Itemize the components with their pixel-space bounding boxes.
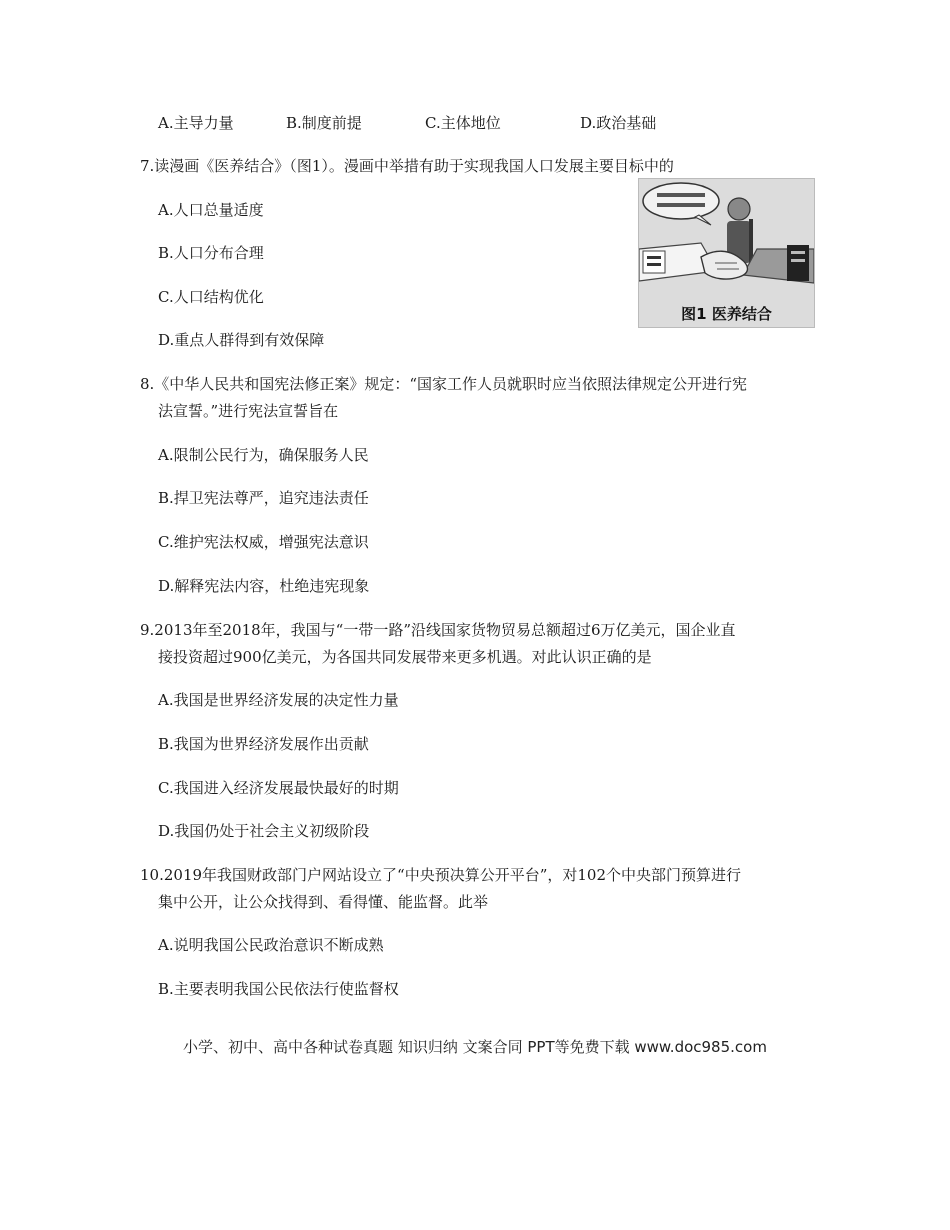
q9-option-c: C.我国进入经济发展最快最好的时期 <box>158 779 399 797</box>
q8-option-d: D.解释宪法内容，杜绝违宪现象 <box>158 577 370 595</box>
footer-link[interactable]: 小学、初中、高中各种试卷真题 知识归纳 文案合同 PPT等免费下载 www.doc985.com <box>183 1038 767 1056</box>
q6-option-b: B.制度前提 <box>286 114 362 132</box>
q7-option-d: D.重点人群得到有效保障 <box>158 331 325 349</box>
q8-option-c: C.维护宪法权威，增强宪法意识 <box>158 533 369 551</box>
q9-option-b: B.我国为世界经济发展作出贡献 <box>158 735 369 753</box>
q8-stem-line1: 8.《中华人民共和国宪法修正案》规定：“国家工作人员就职时应当依照法律规定公开进行宪 <box>140 375 747 393</box>
q6-option-c: C.主体地位 <box>425 114 501 132</box>
figure-caption: 图1 医养结合 <box>681 305 772 323</box>
q7-option-b: B.人口分布合理 <box>158 244 264 262</box>
q6-option-a: A.主导力量 <box>158 114 234 132</box>
q10-stem-line1: 10.2019年我国财政部门户网站设立了“中央预决算公开平台”，对102个中央部门预算进行 <box>140 866 741 884</box>
q7-option-a: A.人口总量适度 <box>158 201 264 219</box>
q9-option-a: A.我国是世界经济发展的决定性力量 <box>158 691 399 709</box>
q6-options <box>0 113 950 133</box>
q9-option-d: D.我国仍处于社会主义初级阶段 <box>158 822 370 840</box>
q10-option-a: A.说明我国公民政治意识不断成熟 <box>158 936 384 954</box>
q10-stem-line2: 集中公开，让公众找得到、看得懂、能监督。此举 <box>158 893 489 911</box>
q9-stem-line2: 接投资超过900亿美元，为各国共同发展带来更多机遇。对此认识正确的是 <box>158 648 652 666</box>
q8-option-b: B.捍卫宪法尊严，追究违法责任 <box>158 489 369 507</box>
figure-cartoon <box>638 178 815 328</box>
q8-option-a: A.限制公民行为，确保服务人民 <box>158 446 369 464</box>
q6-option-d: D.政治基础 <box>580 114 657 132</box>
q10-option-b: B.主要表明我国公民依法行使监督权 <box>158 980 399 998</box>
q7-option-c: C.人口结构优化 <box>158 288 264 306</box>
q9-stem-line1: 9.2013年至2018年，我国与“一带一路”沿线国家货物贸易总额超过6万亿美元，国企业直 <box>140 621 736 639</box>
q8-stem-line2: 法宣誓。”进行宪法宣誓旨在 <box>158 402 339 420</box>
q7-stem: 7.读漫画《医养结合》（图1）。漫画中举措有助于实现我国人口发展主要目标中的 <box>140 157 674 175</box>
